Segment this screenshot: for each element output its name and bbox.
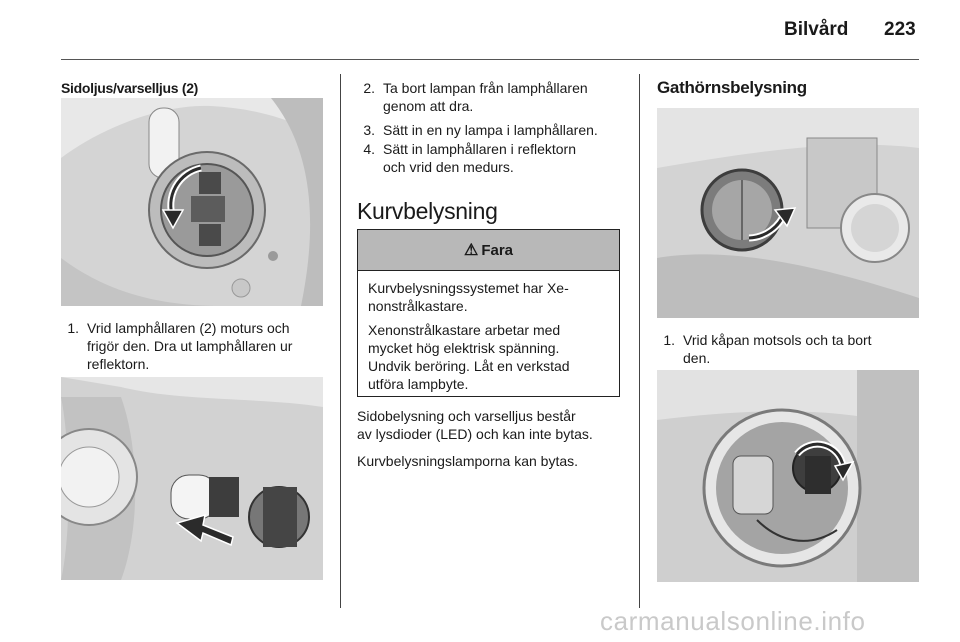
figure-lampholder-rotate <box>61 98 323 306</box>
step-4: 4. Sätt in lamphållaren i reflektorn och vrid den medurs. <box>363 141 576 175</box>
figure-bulb-socket <box>657 370 919 582</box>
section-heading-cornering-light: Kurvbelysning <box>357 198 498 224</box>
warning-triangle-icon: ⚠ <box>463 242 479 259</box>
warning-header <box>358 230 619 271</box>
column-divider-left <box>340 74 341 608</box>
step-2: 2. Ta bort lampan från lamphållaren genom att dra. <box>363 80 588 114</box>
section-heading-corner-light: Gathörnsbelysning <box>657 78 807 97</box>
warning-body <box>358 271 619 393</box>
step-3: 3. Sätt in en ny lampa i lamphållaren. <box>363 122 598 138</box>
paragraph-replaceable: Kurvbelysningslamporna kan bytas. <box>357 453 579 469</box>
figure-cover-removal <box>657 108 919 318</box>
header-rule <box>61 59 919 60</box>
figure-lamp-removal <box>61 377 323 580</box>
step-1-right: 1. Vrid kåpan motsols och ta bort den. <box>663 332 872 366</box>
warning-title: Fara <box>481 241 514 259</box>
page-number: 223 <box>884 19 916 40</box>
section-heading-sidelight: Sidoljus/varselljus (2) <box>61 80 199 96</box>
column-divider-right <box>639 74 640 608</box>
warning-box <box>357 229 620 397</box>
running-header-section: Bilvård <box>784 19 849 40</box>
warning-paragraph-1: Kurvbelysningssystemet har Xe- nonstrålkastare. <box>368 280 569 314</box>
paragraph-led-info: Sidobelysning och varselljus består av lysdioder (LED) och kan inte bytas. <box>357 408 593 442</box>
warning-paragraph-2: Xenonstrålkastare arbetar med mycket hög elektrisk spänning. Undvik beröring. Låt en verkstad utföra lampbyte. <box>368 322 570 392</box>
watermark: carmanualsonline.info <box>600 606 866 636</box>
step-1-left: 1. Vrid lamphållaren (2) moturs och frigör den. Dra ut lamphållaren ur reflektorn. <box>67 320 293 372</box>
